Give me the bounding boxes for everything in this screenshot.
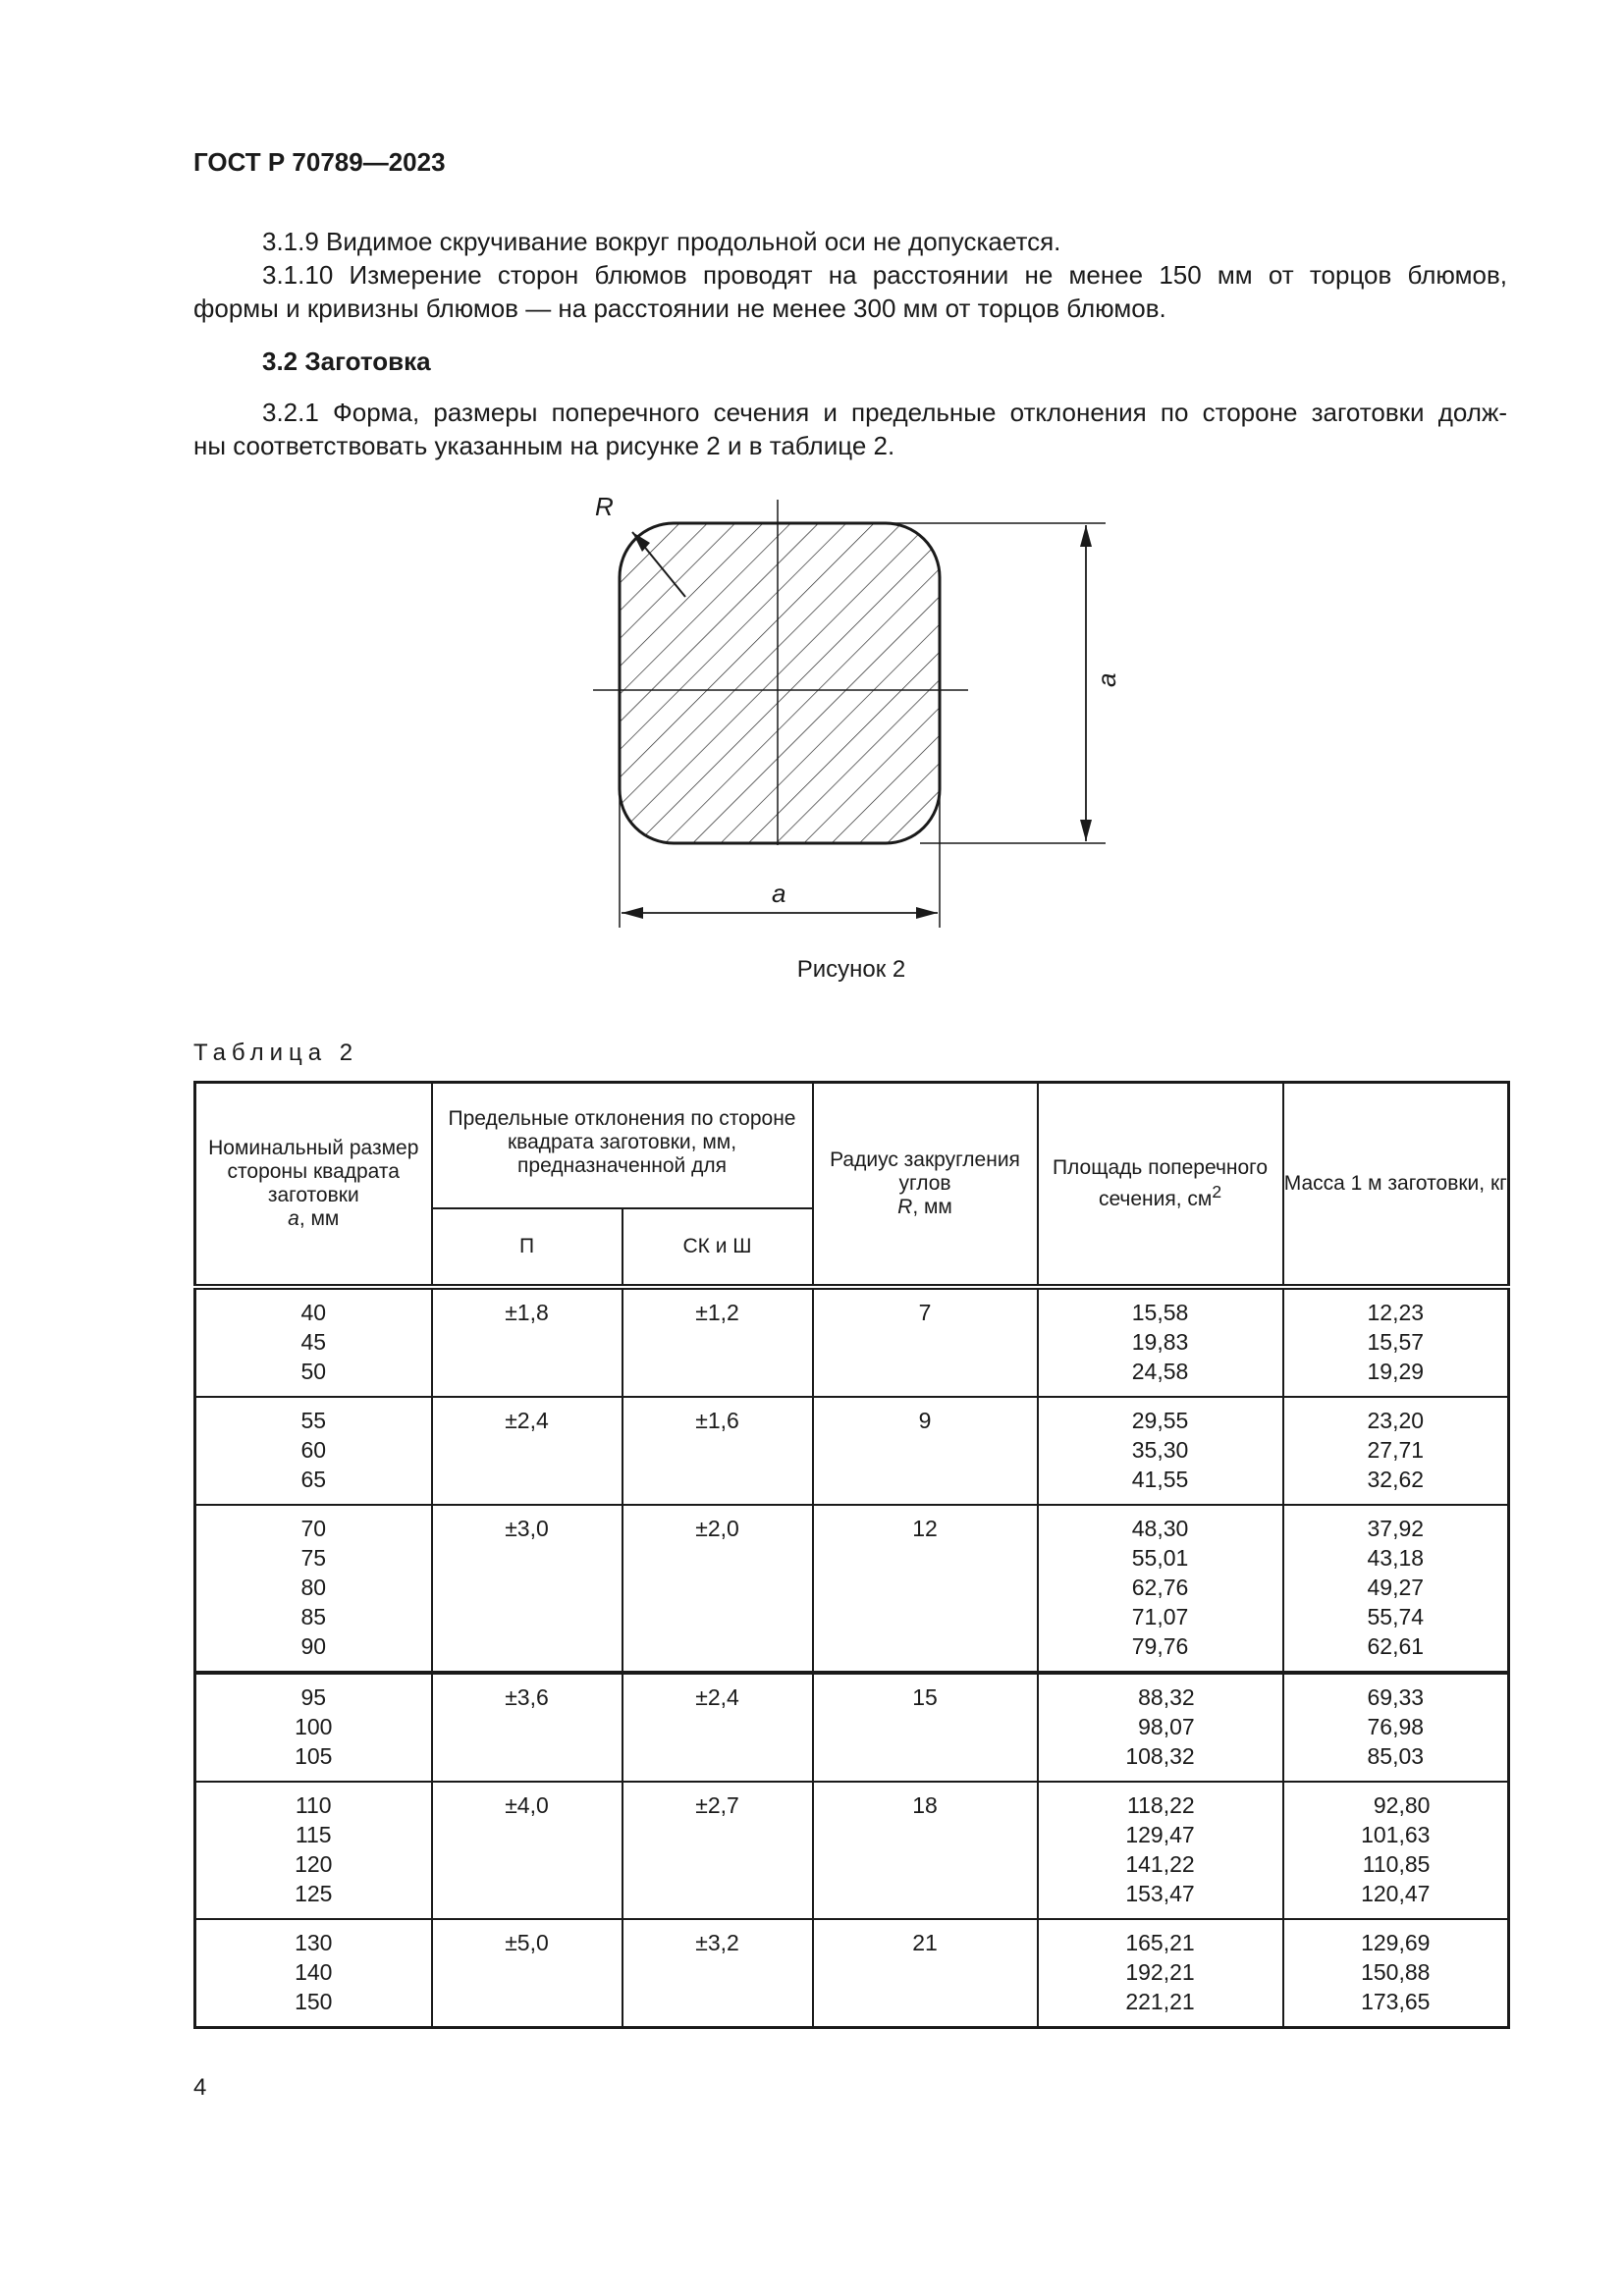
paragraph-3-1-10-line2: формы и кривизны блюмов — на расстоянии не менее 300 мм от торцов блюмов. <box>193 294 1166 323</box>
table-value: 55,01 <box>1131 1544 1189 1571</box>
table-row <box>195 1397 1509 1505</box>
cell-nominal-sizes <box>195 1919 432 2028</box>
cell-deviation-p: ±5,0 <box>432 1919 623 2028</box>
cell-radius: 21 <box>813 1919 1038 2028</box>
table-value: 100 <box>295 1713 333 1739</box>
table-value: 69,33 <box>1367 1683 1425 1710</box>
cell-mass <box>1283 1782 1509 1919</box>
table-value: 71,07 <box>1131 1603 1189 1629</box>
cell-radius: 15 <box>813 1673 1038 1782</box>
table-caption: Таблица 2 <box>193 1040 359 1066</box>
side-dimension-label: a <box>1092 672 1121 687</box>
table-value: 75 <box>300 1544 327 1571</box>
table-value: 98,07 <box>1138 1713 1195 1739</box>
table-value: 62,61 <box>1367 1632 1425 1659</box>
table-value: 165,21 <box>1125 1929 1195 1955</box>
table-value: 90 <box>300 1632 327 1659</box>
cell-area <box>1038 1397 1283 1505</box>
table-row <box>195 1782 1509 1919</box>
table-value: 19,29 <box>1367 1358 1425 1384</box>
paragraph-3-2-1-line1: 3.2.1 Форма, размеры поперечного сечения и предельные отклонения по стороне заготовки долж- <box>262 398 1507 427</box>
table-value: 32,62 <box>1367 1466 1425 1492</box>
table-value: 129,69 <box>1361 1929 1431 1955</box>
cell-radius: 18 <box>813 1782 1038 1919</box>
paragraph-3-1-9: 3.1.9 Видимое скручивание вокруг продольной оси не допускается. <box>262 227 1061 256</box>
table-value: 24,58 <box>1131 1358 1189 1384</box>
cell-nominal-sizes <box>195 1287 432 1397</box>
cell-deviation-sk: ±2,4 <box>623 1673 813 1782</box>
cell-mass <box>1283 1287 1509 1397</box>
header-radius: Радиус закругления углов R, мм <box>813 1083 1038 1287</box>
table-value: 12,23 <box>1367 1299 1425 1325</box>
table-value: 101,63 <box>1361 1821 1431 1847</box>
cell-radius: 9 <box>813 1397 1038 1505</box>
dimension-arrow-right <box>916 907 938 919</box>
table-value: 120 <box>295 1850 333 1877</box>
cell-area <box>1038 1673 1283 1782</box>
table-value: 153,47 <box>1125 1880 1195 1906</box>
table-value: 105 <box>295 1742 333 1769</box>
billet-section-shape <box>620 523 940 843</box>
table-value: 23,20 <box>1367 1407 1425 1433</box>
table-value: 48,30 <box>1131 1515 1189 1541</box>
cell-deviation-p: ±1,8 <box>432 1287 623 1397</box>
cell-nominal-sizes <box>195 1673 432 1782</box>
table-value: 15,57 <box>1367 1328 1425 1355</box>
table-value: 141,22 <box>1125 1850 1195 1877</box>
table-value: 19,83 <box>1131 1328 1189 1355</box>
table-value: 92,80 <box>1373 1791 1431 1818</box>
cell-deviation-sk: ±2,0 <box>623 1505 813 1673</box>
table-value: 118,22 <box>1127 1791 1195 1818</box>
paragraph-3-2-1-line2: ны соответствовать указанным на рисунке 2 и в таблице 2. <box>193 431 895 460</box>
table-value: 41,55 <box>1131 1466 1189 1492</box>
cell-area <box>1038 1287 1283 1397</box>
dimension-arrow-bottom <box>1080 820 1092 841</box>
table-value: 120,47 <box>1361 1880 1431 1906</box>
cell-radius: 12 <box>813 1505 1038 1673</box>
table-value: 15,58 <box>1131 1299 1189 1325</box>
bottom-dimension-label: a <box>772 879 786 908</box>
table-value: 35,30 <box>1131 1436 1189 1463</box>
table-value: 49,27 <box>1367 1574 1425 1600</box>
cell-deviation-sk: ±1,6 <box>623 1397 813 1505</box>
cell-area <box>1038 1505 1283 1673</box>
table-value: 62,76 <box>1131 1574 1189 1600</box>
table-value: 43,18 <box>1367 1544 1425 1571</box>
table-row <box>195 1505 1509 1673</box>
document-header: ГОСТ Р 70789—2023 <box>193 147 446 177</box>
cell-deviation-p: ±3,0 <box>432 1505 623 1673</box>
dimension-arrow-top <box>1080 525 1092 547</box>
cell-deviation-sk: ±1,2 <box>623 1287 813 1397</box>
table-row <box>195 1287 1509 1397</box>
cell-mass <box>1283 1505 1509 1673</box>
header-deviations: Предельные отклонения по стороне квадрата заготовки, мм, предназначенной для <box>432 1083 813 1208</box>
table-value: 173,65 <box>1361 1988 1431 2014</box>
table-value: 110 <box>295 1791 332 1818</box>
table-value: 55,74 <box>1367 1603 1425 1629</box>
table-value: 150,88 <box>1361 1958 1431 1985</box>
cell-mass <box>1283 1397 1509 1505</box>
cell-deviation-sk: ±3,2 <box>623 1919 813 2028</box>
table-value: 60 <box>300 1436 327 1463</box>
table-value: 221,21 <box>1125 1988 1195 2014</box>
table-value: 150 <box>295 1988 333 2014</box>
table-value: 115 <box>295 1821 332 1847</box>
cell-area <box>1038 1782 1283 1919</box>
figure-caption: Рисунок 2 <box>796 956 906 983</box>
header-area: Площадь поперечного сечения, $см^2$ <box>1038 1083 1283 1287</box>
table-row <box>195 1919 1509 2028</box>
table-value: 125 <box>295 1880 333 1906</box>
table-value: 40 <box>300 1299 327 1325</box>
header-mass: Масса 1 м заготовки, кг <box>1283 1083 1509 1287</box>
cell-deviation-p: ±2,4 <box>432 1397 623 1505</box>
cell-radius: 7 <box>813 1287 1038 1397</box>
figure-2-cross-section <box>550 486 1139 937</box>
table-value: 29,55 <box>1131 1407 1189 1433</box>
table-value: 80 <box>300 1574 327 1600</box>
paragraph-3-1-10-line1: 3.1.10 Измерение сторон блюмов проводят на расстоянии не менее 150 мм от торцов блюмов, <box>262 260 1507 290</box>
cell-mass <box>1283 1919 1509 2028</box>
cell-deviation-sk: ±2,7 <box>623 1782 813 1919</box>
cell-nominal-sizes <box>195 1397 432 1505</box>
cell-nominal-sizes <box>195 1505 432 1673</box>
table-value: 110,85 <box>1362 1850 1431 1877</box>
table-value: 79,76 <box>1131 1632 1189 1659</box>
table-value: 130 <box>295 1929 333 1955</box>
table-value: 108,32 <box>1125 1742 1195 1769</box>
table-row <box>195 1673 1509 1782</box>
radius-label: R <box>595 492 614 521</box>
header-dev-p: П <box>432 1208 623 1287</box>
table-value: 55 <box>300 1407 327 1433</box>
cell-deviation-p: ±3,6 <box>432 1673 623 1782</box>
table-value: 140 <box>295 1958 333 1985</box>
table-value: 88,32 <box>1138 1683 1195 1710</box>
table-value: 76,98 <box>1367 1713 1425 1739</box>
table-value: 85,03 <box>1367 1742 1425 1769</box>
table-value: 192,21 <box>1125 1958 1195 1985</box>
cell-mass <box>1283 1673 1509 1782</box>
header-dev-sk: СК и Ш <box>623 1208 813 1287</box>
table-value: 85 <box>300 1603 327 1629</box>
table-value: 37,92 <box>1367 1515 1425 1541</box>
cell-deviation-p: ±4,0 <box>432 1782 623 1919</box>
cell-nominal-sizes <box>195 1782 432 1919</box>
table-2 <box>193 1081 1510 2029</box>
table-value: 65 <box>300 1466 327 1492</box>
table-value: 129,47 <box>1125 1821 1195 1847</box>
section-title-3-2: 3.2 Заготовка <box>262 347 431 376</box>
table-value: 45 <box>300 1328 327 1355</box>
table-value: 95 <box>300 1683 327 1710</box>
cell-area <box>1038 1919 1283 2028</box>
dimension-arrow-left <box>622 907 643 919</box>
table-value: 70 <box>300 1515 327 1541</box>
table-value: 27,71 <box>1367 1436 1425 1463</box>
header-nominal-size: Номинальный размер стороны квадрата заготовки a, мм <box>195 1083 432 1287</box>
table-value: 50 <box>300 1358 327 1384</box>
page-number: 4 <box>193 2074 207 2101</box>
